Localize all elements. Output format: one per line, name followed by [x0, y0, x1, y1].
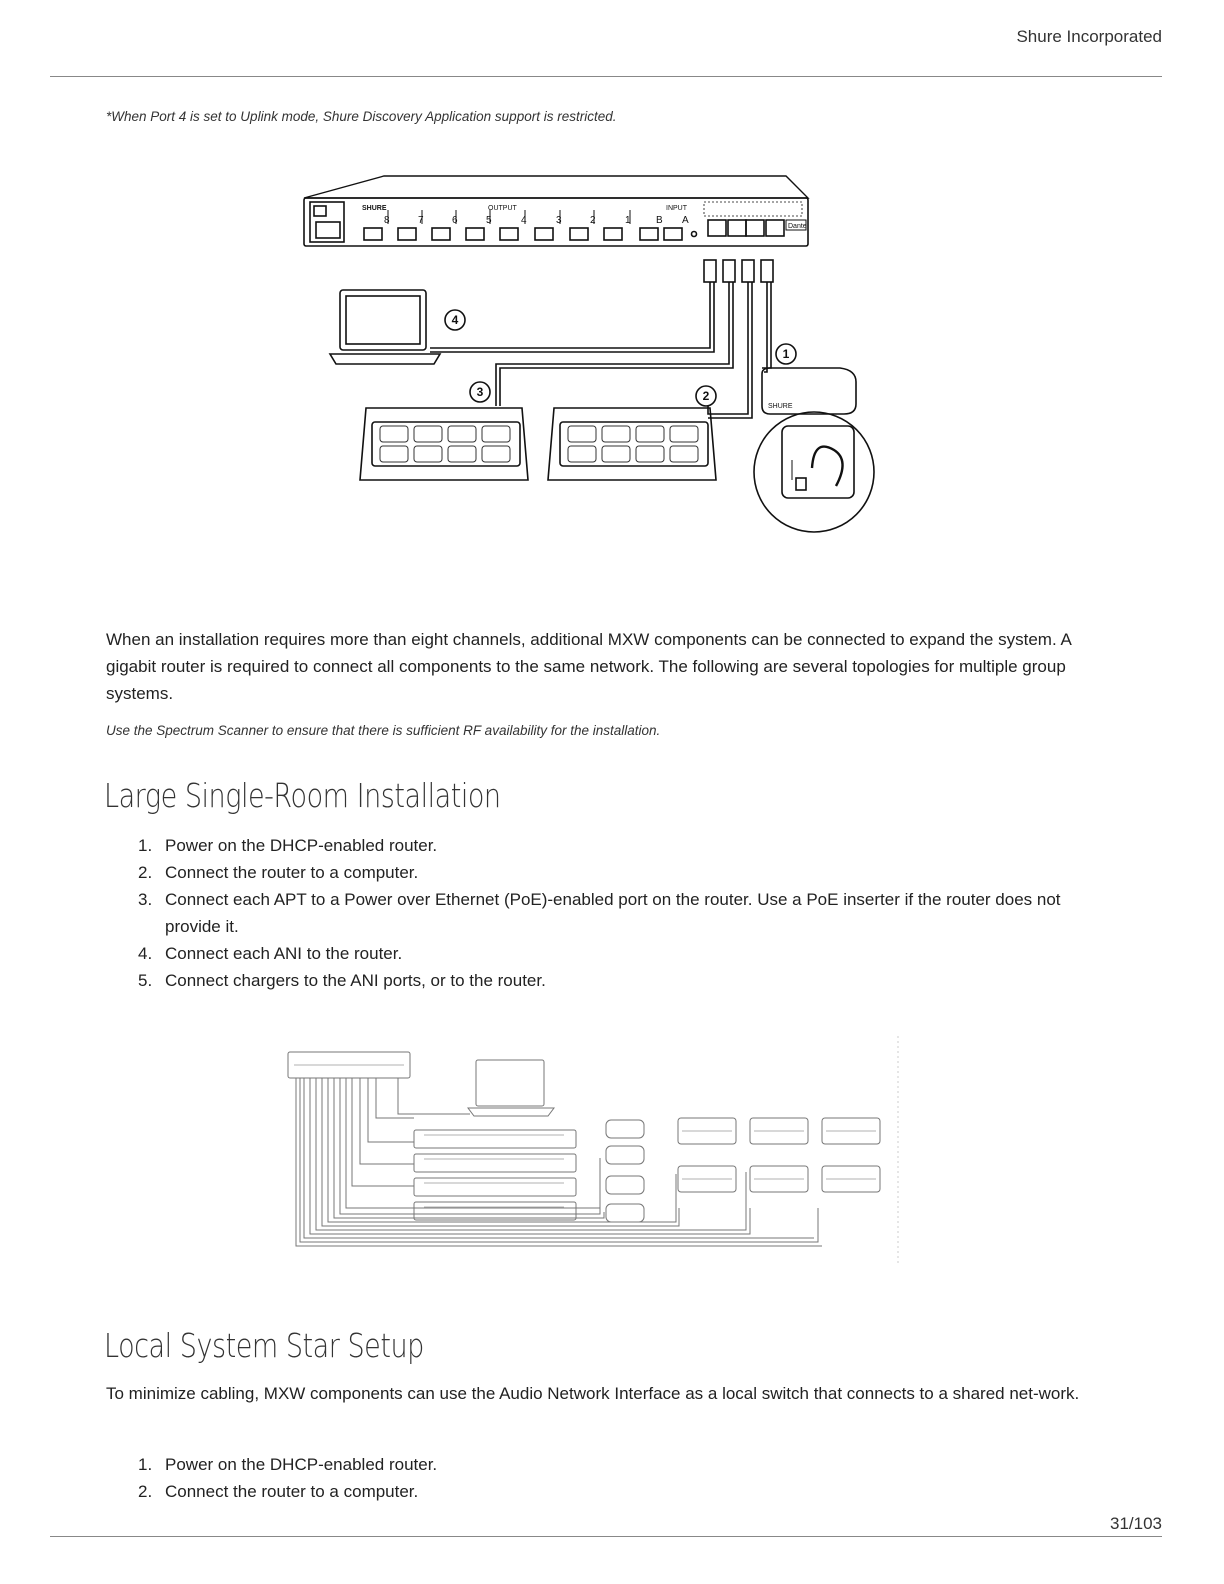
- section-title-large-room: Large Single-Room Installation: [104, 776, 501, 815]
- ani-connection-diagram: [300, 168, 900, 538]
- rack-input-label: INPUT: [666, 205, 687, 212]
- large-room-topology-diagram: [284, 1032, 904, 1272]
- star-setup-steps: [106, 1451, 1116, 1505]
- star-setup-paragraph: To minimize cabling, MXW components can use the Audio Network Interface as a local switch that connects to a shared net-work.: [106, 1384, 1080, 1403]
- callout-2: 2: [702, 389, 710, 403]
- channel-label: B: [656, 215, 663, 226]
- list-item: 4. Connect each ANI to the router.: [138, 944, 403, 963]
- header-company-name: Shure Incorporated: [1016, 27, 1162, 46]
- list-item: 5. Connect chargers to the ANI ports, or to the router.: [138, 971, 546, 990]
- list-item: 2. Connect the router to a computer.: [138, 1482, 419, 1501]
- port4-note: *When Port 4 is set to Uplink mode, Shure Discovery Application support is restricted.: [106, 109, 617, 124]
- channel-label: 6: [452, 215, 458, 226]
- apt-brand-label: SHURE: [768, 403, 793, 410]
- intro-paragraph: When an installation requires more than eight channels, additional MXW components can be connected to expand the system. A gigabit router is required to connect all components to the same network. The following are several topologies for multiple group systems.: [106, 630, 1071, 703]
- list-item: 1. Power on the DHCP-enabled router.: [138, 836, 438, 855]
- large-room-steps: [106, 832, 1116, 994]
- channel-label: 2: [590, 215, 596, 226]
- channel-label: A: [682, 215, 689, 226]
- channel-label: 5: [486, 215, 492, 226]
- rack-dante-label: Dante: [788, 223, 807, 230]
- page-number: 31/103: [1110, 1514, 1162, 1533]
- callout-3: 3: [476, 385, 484, 399]
- spectrum-note: Use the Spectrum Scanner to ensure that there is sufficient RF availability for the installation.: [106, 723, 661, 738]
- rack-brand-label: SHURE: [362, 205, 387, 212]
- footer-divider: [50, 1536, 1162, 1537]
- channel-label: 8: [384, 215, 390, 226]
- channel-label: 7: [418, 215, 424, 226]
- header-divider: [50, 76, 1162, 77]
- callout-4: 4: [451, 313, 459, 327]
- callout-1: 1: [782, 347, 790, 361]
- list-item: 2. Connect the router to a computer.: [138, 863, 419, 882]
- channel-label: 1: [625, 215, 631, 226]
- list-item: 3. Connect each APT to a Power over Ethernet (PoE)-enabled port on the router. Use a PoE inserter if the router does not provide it.: [138, 890, 1061, 936]
- list-item: 1. Power on the DHCP-enabled router.: [138, 1455, 438, 1474]
- channel-label: 4: [521, 215, 527, 226]
- rack-output-label: OUTPUT: [488, 205, 517, 212]
- channel-label: 3: [556, 215, 562, 226]
- section-title-star-setup: Local System Star Setup: [104, 1326, 424, 1365]
